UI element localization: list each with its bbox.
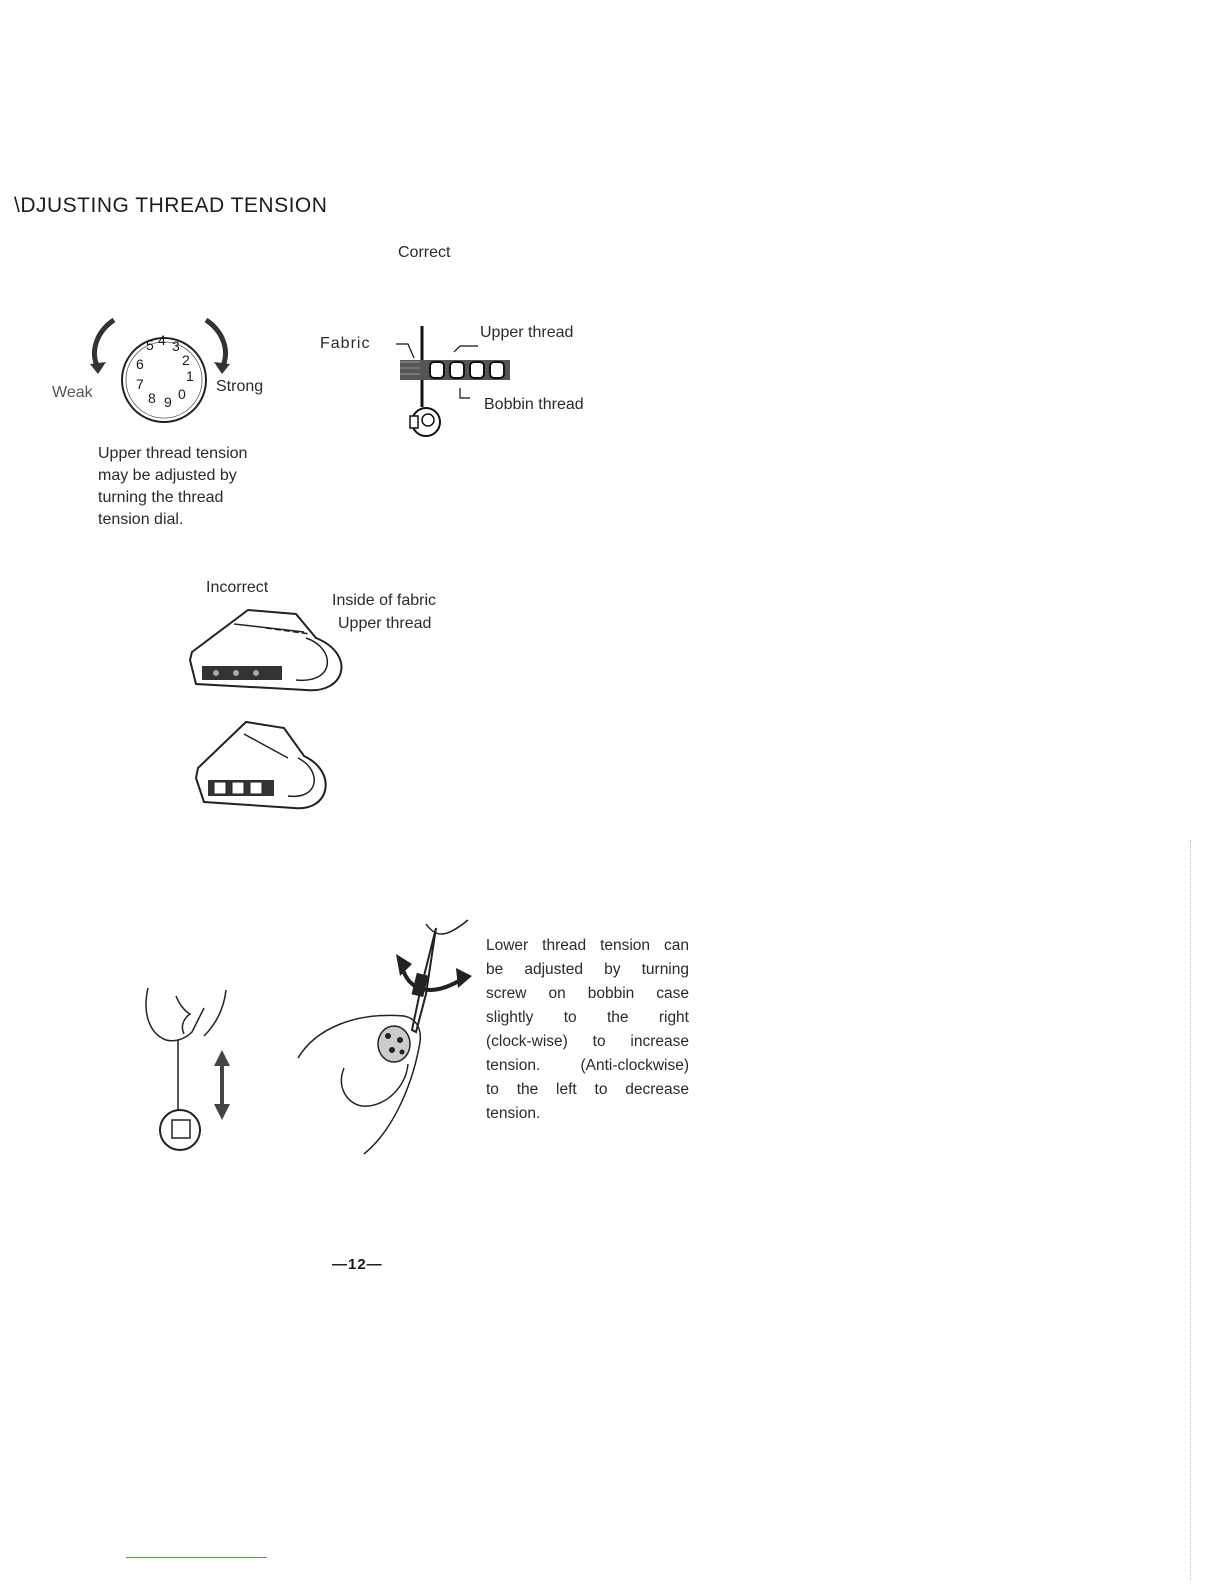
label-fabric: Fabric: [320, 335, 371, 352]
label-inside-of-fabric: Inside of fabric: [332, 592, 437, 609]
label-bobbin-thread: Bobbin thread: [484, 396, 584, 413]
text-line: be adjusted by turning: [486, 961, 689, 978]
label-weak: Weak: [52, 384, 93, 401]
page-number: —12—: [332, 1256, 383, 1273]
label-upper-thread-incorrect: Upper thread: [338, 615, 432, 632]
text-line: Lower thread tension can: [486, 937, 689, 954]
correct-stitch-illustration: [394, 322, 524, 442]
label-correct: Correct: [398, 244, 451, 261]
scan-edge: [1190, 840, 1192, 1580]
text-line: to the left to decrease: [486, 1081, 689, 1098]
lower-tension-description: [486, 934, 689, 1126]
text-line: may be adjusted by: [98, 467, 237, 484]
incorrect-stitch-illustration-top: [186, 604, 356, 694]
text-line: tension. (Anti-clockwise): [486, 1057, 689, 1074]
dial-number: 7: [136, 376, 144, 392]
dial-number: 5: [146, 337, 154, 353]
dial-number: 3: [172, 338, 180, 354]
dial-number: 6: [136, 356, 144, 372]
dial-number: 1: [186, 368, 194, 384]
text-line: Upper thread tension: [98, 445, 248, 462]
label-strong: Strong: [216, 378, 264, 395]
text-line: screw on bobbin case: [486, 985, 689, 1002]
dial-number: 8: [148, 390, 156, 406]
label-upper-thread: Upper thread: [480, 324, 574, 341]
dial-number: 0: [178, 386, 186, 402]
dial-number: 4: [158, 332, 166, 348]
dial-number: 9: [164, 394, 172, 410]
text-line: tension.: [486, 1105, 541, 1122]
text-line: tension dial.: [98, 511, 184, 528]
scan-mark: [126, 1557, 267, 1558]
dial-number: 2: [182, 352, 190, 368]
label-incorrect: Incorrect: [206, 579, 269, 596]
page-title: \DJUSTING THREAD TENSION: [14, 194, 328, 217]
text-line: (clock-wise) to increase: [486, 1033, 689, 1050]
bobbin-hang-test-illustration: [140, 984, 250, 1156]
text-line: turning the thread: [98, 489, 224, 506]
screwdriver-adjust-illustration: [296, 918, 472, 1158]
text-line: slightly to the right: [486, 1009, 689, 1026]
upper-tension-description: [98, 443, 247, 531]
incorrect-stitch-illustration-bottom: [192, 716, 342, 816]
